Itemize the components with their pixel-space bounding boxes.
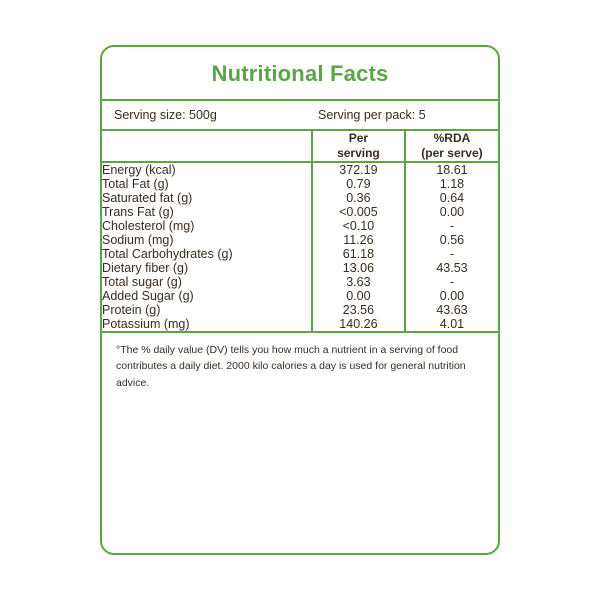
nutrient-rda-value: - <box>405 219 498 233</box>
nutrient-name: Sodium (mg) <box>102 233 174 247</box>
table-row <box>102 289 498 303</box>
nutrient-per-serving-value: 61.18 <box>312 247 405 261</box>
nutrient-name: Added Sugar (g) <box>102 289 194 303</box>
nutrient-name: Saturated fat (g) <box>102 191 193 205</box>
table-row <box>102 205 498 219</box>
column-header-per-serving-line2: serving <box>337 146 380 160</box>
nutrient-name: Total sugar (g) <box>102 275 182 289</box>
nutrient-per-serving-value: <0.10 <box>312 219 405 233</box>
nutrient-rda-value: 43.63 <box>405 303 498 317</box>
nutrient-rda-value: - <box>405 275 498 289</box>
table-row <box>102 233 498 247</box>
footnote-text: °The % daily value (DV) tells you how much a nutrient in a serving of food contributes a daily diet. 2000 kilo calories a day is used for general nutrition advice. <box>116 344 466 389</box>
serving-info-row <box>102 101 498 129</box>
table-row <box>102 303 498 317</box>
nutrient-name: Protein (g) <box>102 303 161 317</box>
table-row <box>102 261 498 275</box>
serving-size-label: Serving size: 500g <box>114 108 217 122</box>
column-header-rda-line2: (per serve) <box>421 146 483 160</box>
nutrient-per-serving-value: 140.26 <box>312 317 405 331</box>
nutrient-per-serving-value: 23.56 <box>312 303 405 317</box>
nutrient-per-serving-value: 11.26 <box>312 233 405 247</box>
nutrient-rda-value: 0.00 <box>405 289 498 303</box>
nutrient-rda-value: 43.53 <box>405 261 498 275</box>
page-title: Nutritional Facts <box>211 61 389 86</box>
table-row <box>102 317 498 331</box>
table-header-row <box>102 131 498 162</box>
nutrient-rda-value: 0.64 <box>405 191 498 205</box>
table-row <box>102 162 498 177</box>
nutrient-per-serving-value: 0.79 <box>312 177 405 191</box>
nutrient-name: Dietary fiber (g) <box>102 261 189 275</box>
nutrient-name: Trans Fat (g) <box>102 205 174 219</box>
column-header-rda <box>405 131 498 162</box>
serving-per-pack-label: Serving per pack: 5 <box>318 108 426 122</box>
table-row <box>102 275 498 289</box>
nutrient-name: Energy (kcal) <box>102 163 176 177</box>
column-header-per-serving <box>312 131 405 162</box>
nutrient-name: Potassium (mg) <box>102 317 190 331</box>
nutrient-per-serving-value: <0.005 <box>312 205 405 219</box>
column-header-per-serving-line1: Per <box>348 131 369 145</box>
nutrient-name: Cholesterol (mg) <box>102 219 195 233</box>
nutrient-rda-value: 4.01 <box>405 317 498 331</box>
table-row <box>102 219 498 233</box>
nutrient-rda-value: 0.00 <box>405 205 498 219</box>
nutrient-per-serving-value: 0.36 <box>312 191 405 205</box>
nutrition-facts-panel <box>100 45 500 555</box>
nutrient-per-serving-value: 3.63 <box>312 275 405 289</box>
nutrition-table <box>102 131 498 331</box>
nutrient-name: Total Fat (g) <box>102 177 169 191</box>
nutrient-per-serving-value: 0.00 <box>312 289 405 303</box>
column-header-nutrient <box>102 131 312 162</box>
nutrient-rda-value: 0.56 <box>405 233 498 247</box>
table-row <box>102 177 498 191</box>
nutrient-rda-value: 1.18 <box>405 177 498 191</box>
nutrient-rda-value: 18.61 <box>405 162 498 177</box>
nutrient-name: Total Carbohydrates (g) <box>102 247 233 261</box>
nutrient-per-serving-value: 13.06 <box>312 261 405 275</box>
column-header-rda-line1: %RDA <box>433 131 471 145</box>
table-row <box>102 247 498 261</box>
table-row <box>102 191 498 205</box>
nutrient-rda-value: - <box>405 247 498 261</box>
nutrient-per-serving-value: 372.19 <box>312 162 405 177</box>
